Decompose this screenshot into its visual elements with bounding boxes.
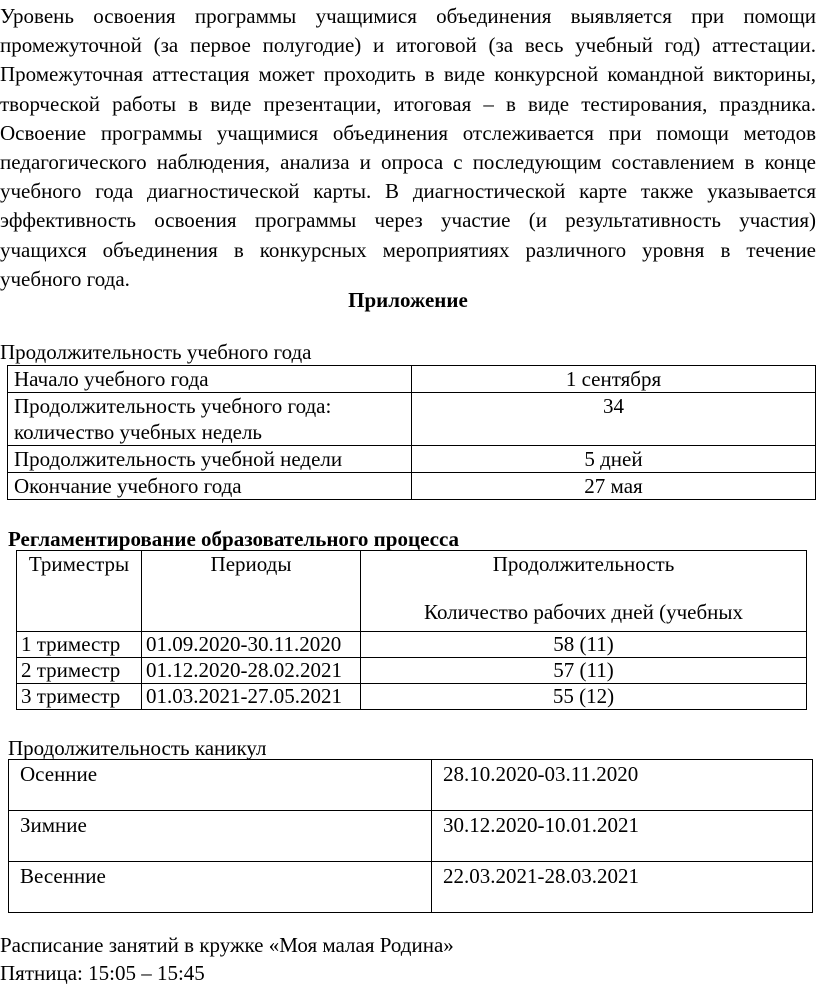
week-length-label: Продолжительность учебной недели <box>8 446 412 473</box>
table-row <box>17 684 807 710</box>
process-table-caption: Регламентирование образовательного процесса <box>8 527 460 551</box>
holidays-table <box>8 759 813 913</box>
holiday-dates: 28.10.2020-03.11.2020 <box>432 760 813 811</box>
year-start-label: Начало учебного года <box>8 366 412 393</box>
table-row <box>8 366 816 393</box>
term-cell: 2 триместр <box>17 658 142 684</box>
holiday-dates: 22.03.2021-28.03.2021 <box>432 862 813 913</box>
terms-header: Триместры <box>17 551 142 632</box>
holiday-name: Зимние <box>9 811 432 862</box>
table-header-row <box>17 551 807 632</box>
duration-header <box>361 551 807 632</box>
table-row <box>9 811 813 862</box>
year-end-label: Окончание учебного года <box>8 473 412 500</box>
term-cell: 1 триместр <box>17 632 142 658</box>
weeks-count-label: Продолжительность учебного года: количество учебных недель <box>8 393 412 446</box>
academic-year-table <box>7 365 816 500</box>
year-end-value: 27 мая <box>412 473 816 500</box>
table-row <box>8 393 816 446</box>
week-length-value: 5 дней <box>412 446 816 473</box>
days-cell: 58 (11) <box>361 632 807 658</box>
year-table-caption: Продолжительность учебного года <box>0 340 312 364</box>
table-row <box>17 632 807 658</box>
table-row <box>8 446 816 473</box>
workdays-header-label: Количество рабочих дней (учебных <box>424 600 743 624</box>
holiday-name: Весенние <box>9 862 432 913</box>
table-row <box>8 473 816 500</box>
period-cell: 01.03.2021-27.05.2021 <box>142 684 361 710</box>
table-row <box>9 760 813 811</box>
days-cell: 57 (11) <box>361 658 807 684</box>
holiday-dates: 30.12.2020-10.01.2021 <box>432 811 813 862</box>
appendix-heading: Приложение <box>348 288 468 312</box>
intro-paragraph: Уровень освоения программы учащимися объединения выявляется при помощи промежуточной (за первое полугодие) и итоговой (за весь учебный год) аттестации. Промежуточная аттестация может проходить в виде конкурсной командной викторины, творческой работы в виде презентации, итоговая – в виде тестирования, праздника. Освоение программы учащимися объединения отслеживается при помощи методов педагогического наблюдения, анализа и опроса с последующим составлением в конце учебного года диагностической карты. В диагностической карте также указывается эффективность освоения программы через участие (и результативность участия) учащихся объединения в конкурсных мероприятиях различного уровня в течение учебного года. <box>0 4 816 291</box>
schedule-time: Пятница: 15:05 – 15:45 <box>0 961 205 985</box>
table-row <box>17 658 807 684</box>
year-start-value: 1 сентября <box>412 366 816 393</box>
period-cell: 01.09.2020-30.11.2020 <box>142 632 361 658</box>
weeks-count-value: 34 <box>412 393 816 446</box>
schedule-title: Расписание занятий в кружке «Моя малая Родина» <box>0 933 454 957</box>
periods-header: Периоды <box>142 551 361 632</box>
duration-header-label: Продолжительность <box>492 552 675 576</box>
days-cell: 55 (12) <box>361 684 807 710</box>
educational-process-table <box>16 550 807 710</box>
holiday-table-caption: Продолжительность каникул <box>8 736 267 760</box>
term-cell: 3 триместр <box>17 684 142 710</box>
holiday-name: Осенние <box>9 760 432 811</box>
table-row <box>9 862 813 913</box>
period-cell: 01.12.2020-28.02.2021 <box>142 658 361 684</box>
